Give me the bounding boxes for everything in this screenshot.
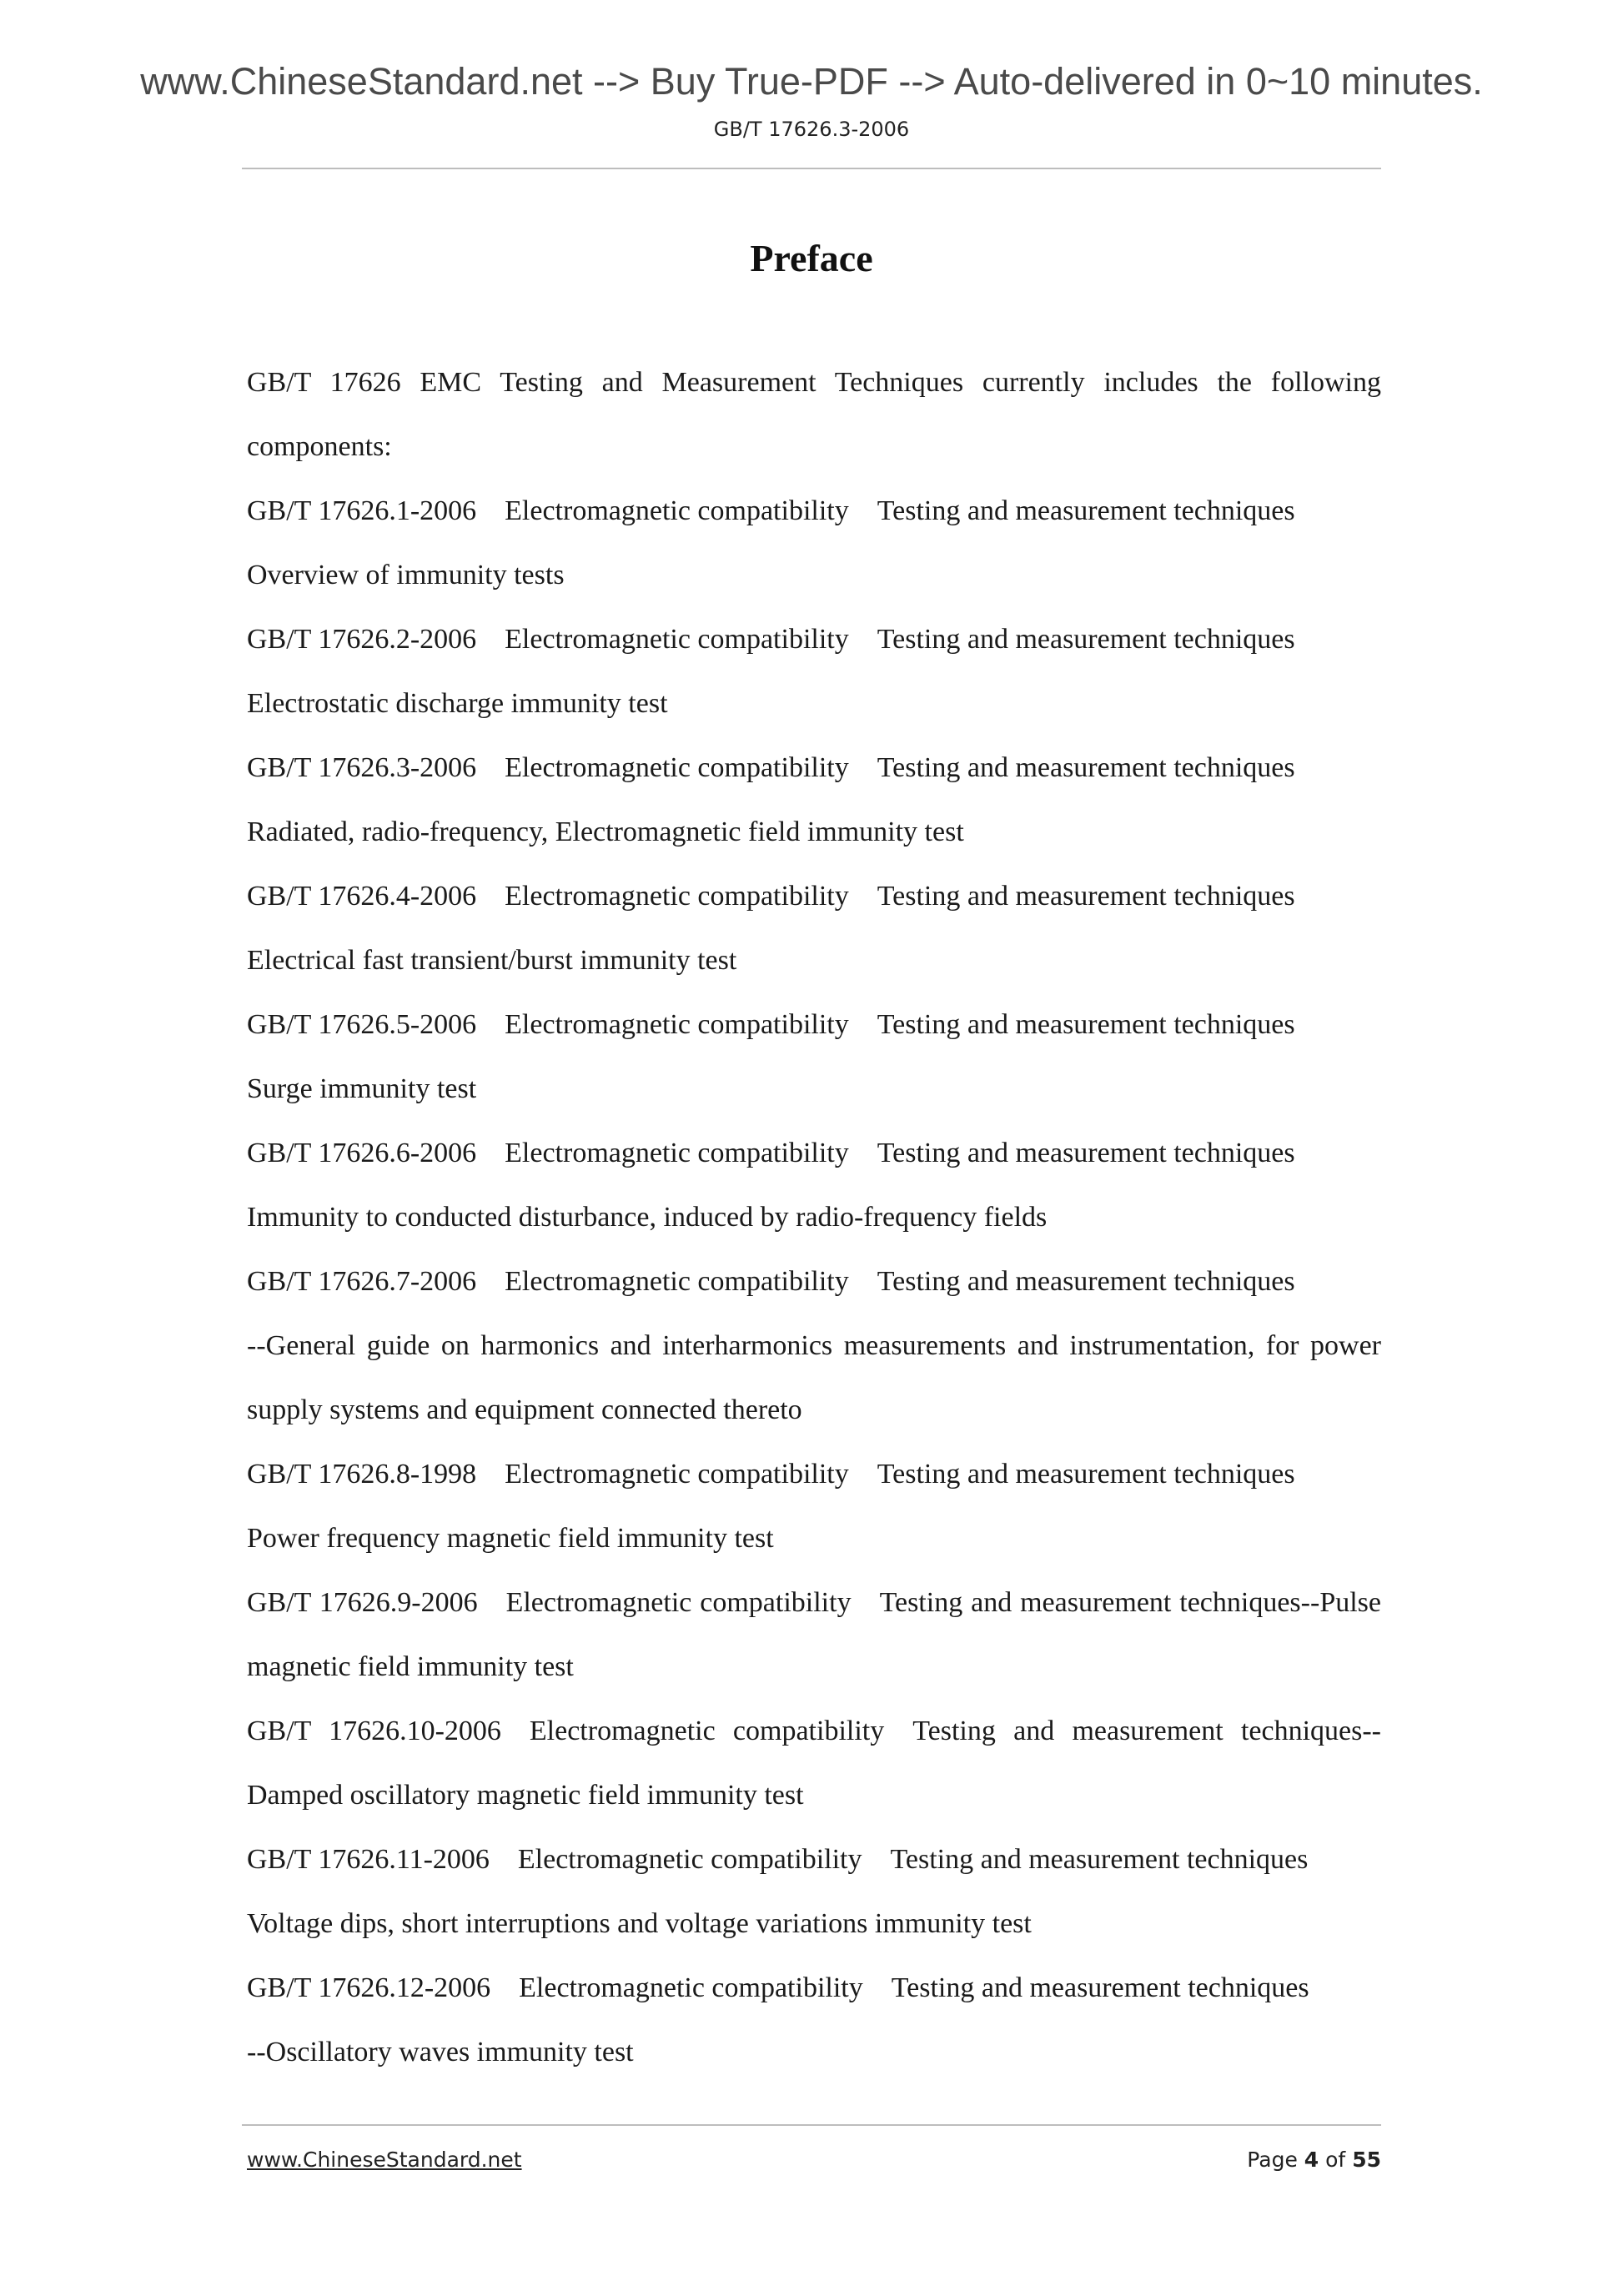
standard-code: GB/T 17626.6-2006 [247, 1138, 477, 1168]
standard-code: GB/T 17626.8-1998 [247, 1459, 477, 1490]
standard-title-rest: Overview of immunity tests [247, 560, 565, 590]
standard-entry-10 [247, 1699, 1381, 1827]
standard-title-part-1: Electromagnetic compatibility [505, 1266, 849, 1297]
standard-title-rest: Radiated, radio-frequency, Electromagnetic field immunity test [247, 816, 964, 847]
standard-title-part-2: Testing and measurement techniques [877, 624, 1295, 655]
standard-entry-1 [247, 479, 1381, 607]
standard-title-part-1: Electromagnetic compatibility [529, 1716, 885, 1746]
page-total: 55 [1352, 2148, 1381, 2172]
standard-title-part-1: Electromagnetic compatibility [505, 1138, 849, 1168]
footer-divider [242, 2124, 1381, 2126]
standard-title-part-2: Testing and measurement techniques--Damped oscillatory magnetic field immunity test [247, 1716, 1381, 1811]
header-document-code: GB/T 17626.3-2006 [713, 118, 910, 141]
page-current: 4 [1304, 2148, 1319, 2172]
standard-entry-5 [247, 992, 1381, 1121]
header-divider [242, 168, 1381, 169]
standard-code: GB/T 17626.4-2006 [247, 881, 477, 912]
standard-entry-8 [247, 1442, 1381, 1570]
standard-title-part-2: Testing and measurement techniques [877, 1459, 1295, 1490]
page-of: of [1325, 2148, 1346, 2172]
standard-title-part-1: Electromagnetic compatibility [505, 752, 849, 783]
standard-title-part-2: Testing and measurement techniques [877, 752, 1295, 783]
standard-code: GB/T 17626.11-2006 [247, 1844, 490, 1875]
standard-code: GB/T 17626.7-2006 [247, 1266, 477, 1297]
standard-code: GB/T 17626.10-2006 [247, 1716, 501, 1746]
standard-entry-7 [247, 1249, 1381, 1442]
standard-entry-3 [247, 736, 1381, 864]
intro-paragraph: GB/T 17626 EMC Testing and Measurement Techniques currently includes the following components: [247, 367, 1381, 462]
standard-code: GB/T 17626.9-2006 [247, 1587, 478, 1618]
standard-title-part-1: Electromagnetic compatibility [517, 1844, 862, 1875]
standard-entry-4 [247, 864, 1381, 992]
standard-title-rest: Immunity to conducted disturbance, induced by radio-frequency fields [247, 1202, 1048, 1233]
page-number [1247, 2148, 1381, 2172]
standard-title-rest: Electrostatic discharge immunity test [247, 688, 668, 719]
standard-code: GB/T 17626.12-2006 [247, 1972, 491, 2003]
standard-code: GB/T 17626.3-2006 [247, 752, 477, 783]
page-word: Page [1247, 2148, 1298, 2172]
standard-title-part-1: Electromagnetic compatibility [505, 495, 849, 526]
standard-entry-2 [247, 607, 1381, 736]
standard-code: GB/T 17626.1-2006 [247, 495, 477, 526]
page-title: Preface [750, 237, 873, 279]
standard-title-part-2: Testing and measurement techniques [877, 881, 1295, 912]
standard-code: GB/T 17626.5-2006 [247, 1009, 477, 1040]
standard-entry-11 [247, 1827, 1381, 1956]
standard-entry-12 [247, 1956, 1381, 2084]
standard-title-part-1: Electromagnetic compatibility [505, 1587, 852, 1618]
standard-entry-6 [247, 1121, 1381, 1249]
preface-body [247, 350, 1381, 2084]
standard-title-rest: Voltage dips, short interruptions and voltage variations immunity test [247, 1908, 1032, 1939]
standard-title-part-2: Testing and measurement techniques [877, 1266, 1295, 1297]
standard-code: GB/T 17626.2-2006 [247, 624, 477, 655]
purchase-banner: www.ChineseStandard.net --> Buy True-PDF --> Auto-delivered in 0~10 minutes. [140, 60, 1483, 103]
standard-title-rest: Electrical fast transient/burst immunity test [247, 945, 737, 976]
standard-title-part-2: Testing and measurement techniques [877, 1009, 1295, 1040]
standard-title-rest: --Oscillatory waves immunity test [247, 2037, 634, 2067]
standard-title-part-1: Electromagnetic compatibility [505, 881, 849, 912]
standard-title-part-2: Testing and measurement techniques [890, 1844, 1309, 1875]
standard-title-part-1: Electromagnetic compatibility [505, 1459, 849, 1490]
standard-title-part-2: Testing and measurement techniques--Pulse magnetic field immunity test [247, 1587, 1381, 1682]
standard-title-rest: --General guide on harmonics and interharmonics measurements and instrumentation, for power supply systems and equipment connected thereto [247, 1330, 1381, 1425]
footer-website-link[interactable]: www.ChineseStandard.net [247, 2148, 522, 2172]
standard-title-part-2: Testing and measurement techniques [877, 495, 1295, 526]
standard-title-part-1: Electromagnetic compatibility [505, 1009, 849, 1040]
standard-entry-9 [247, 1570, 1381, 1699]
standard-title-rest: Power frequency magnetic field immunity test [247, 1523, 774, 1554]
standard-title-part-2: Testing and measurement techniques [891, 1972, 1309, 2003]
standard-title-rest: Surge immunity test [247, 1073, 477, 1104]
standard-title-part-2: Testing and measurement techniques [877, 1138, 1295, 1168]
standard-title-part-1: Electromagnetic compatibility [505, 624, 849, 655]
standard-title-part-1: Electromagnetic compatibility [519, 1972, 863, 2003]
